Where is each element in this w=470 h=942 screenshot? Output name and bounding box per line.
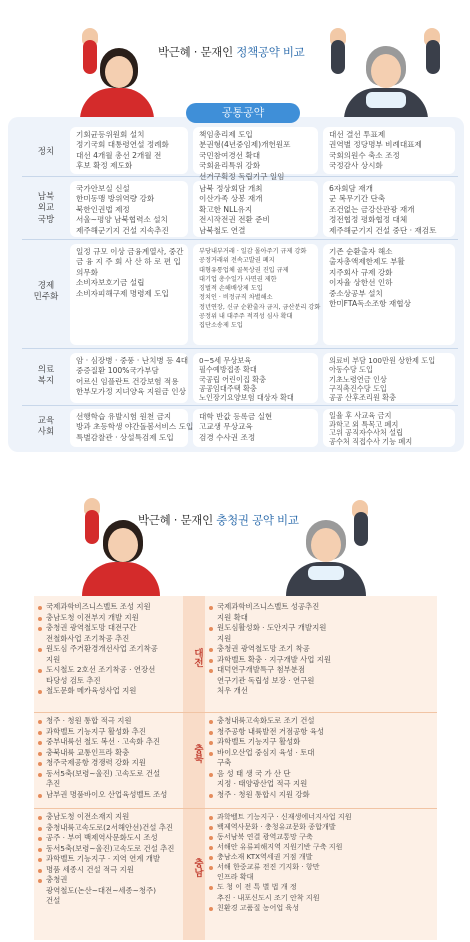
- pledge-box-common: 책임총리제 도입 분권형(4년중임제)개헌원포 국민참여경선 확대 국회윤리특위 강화 선거구획정 독립기구 일임: [193, 127, 318, 174]
- pledge-list-moon-chungbuk: 충청내륙고속화도로 조기 건설 청주공항 내륙발전 거점공항 육성 과학벨트 기능지구 활성화 바이오산업 중심지 육성 · 토대 구축 음 성 태 생 국 가 산 단 지정 · 태양광산업 적극 지원 청주 · 청원 통합시 지원 강화: [209, 716, 357, 800]
- candidate-left-photo-top: [80, 28, 156, 120]
- pledge-box-common: 대학 반값 등록금 실현 고교생 무상교육 검경 수사권 조정: [193, 409, 318, 447]
- candidate-right-photo-bottom: [286, 500, 370, 596]
- row-divider: [22, 239, 458, 240]
- category-label: 남북 외교 국방: [37, 192, 55, 225]
- region-label-daejeon: 대전: [192, 648, 203, 667]
- pledge-box-park: 국가안보실 신설 한미동맹 방위역량 강화 북한인권법 제정 서울~평양 남북협력소 설치 제주해군기지 건설 지속추진: [70, 181, 188, 237]
- pledge-list-moon-daejeon: 국제과학비즈니스벨트 성공추진 지원 확대 원도심활성화 · 도안지구 개발지원 지원 충청권 광역철도망 조기 착공 과학벨트 확충 · 지구개발 사업 지원 대덕연구개발특구 첨부분점 연구기관 독립성 보장 · 연구원 처우 개선: [209, 602, 357, 697]
- category-label: 경제 민주화: [33, 281, 59, 303]
- pledge-box-moon: 일율 후 사교육 금지 과학고 외 특목고 폐지 고위 공직자수사처 설립 공수처 직접수사 기능 폐지: [323, 409, 455, 447]
- category-label: 정치: [37, 147, 55, 157]
- common-pledge-badge: 공통공약: [186, 103, 300, 123]
- region-divider: [34, 712, 437, 713]
- pledge-list-park-daejeon: 국제과학비즈니스벨트 조성 지원 충남도청 이전부지 개발 지원 충청권 광역철도망 대전구간 전철화사업 조기착공 추진 원도심 주거환경개선사업 조기착공 지원 도시철도 2호선 조기착공 · 연장선 타당성 검토 추진 철도문화 메카육성사업 지원: [38, 602, 182, 697]
- pledge-list-park-chungbuk: 청주 · 청원 통합 적극 지원 과학벨트 기능지구 활성화 추진 중부내륙선 철도 복선 · 고속화 추진 충북내륙 교통인프라 확충 청주국제공항 경쟁력 강화 지원 동서5축(보령~울진) 고속도로 건설 추진 남부권 명품바이오 산업육성벨트 조성: [38, 716, 182, 800]
- pledge-box-moon: 기존 순환출자 해소 출자총액제한제도 부활 지주회사 규제 강화 이자율 상한선 인하 중소상공부 설치 한미FTA독소조항 재협상: [323, 244, 455, 345]
- pledge-box-park: 암 · 심장병 · 중풍 · 난치병 등 4대 중증질환 100%국가부담 어르신 임플란트 건강보험 적용 한부모가정 지녀양육 지원금 인상: [70, 353, 188, 403]
- pledge-box-moon: 의료비 부담 100만원 상한제 도입 아동수당 도입 기초노령연금 인상 구직촉진수당 도입 공공 산후조리원 확충: [323, 353, 455, 403]
- pledge-box-park: 선행학습 유발시험 원천 금지 방과 초등학생 야간돌봄서비스 도입 특별감찰관 · 상설특검제 도입: [70, 409, 188, 447]
- pledge-box-moon: 6자회담 재개 군 복무기간 단축 조건없는 금강산관광 재개 정전협정 평화협정 대체 제주해군기지 건설 중단 · 재검토: [323, 181, 455, 237]
- region-divider: [34, 808, 437, 809]
- category-label: 의료 복지: [37, 365, 55, 387]
- row-divider: [22, 348, 458, 349]
- pledge-box-park: 기회균등위원회 설치 정기국회 대통령연설 정례화 대선 4개월 총선 2개월 전 후보 확정 제도화: [70, 127, 188, 174]
- section1-title: 박근혜 · 문재인 정책공약 비교: [158, 45, 305, 59]
- row-divider: [22, 405, 458, 406]
- pledge-box-common: 부당내부거래 · 일감 몰아주기 규제 강화 공정거래위 전속고발권 폐지 대형유통업체 골목상권 진입 규제 대기업 총수일가 사면권 제한 징벌적 손해배상제 도입 정치인 · 비정규직 차별해소 정년연장, 신규 순환출자 금지, 금산분리 강화 공정위 내 대주주 적격성 심사 확대 집단소송제 도입: [193, 244, 318, 345]
- pledge-box-common: 0~5세 무상보육 필수예방접종 확대 국공립 어린이집 확충 공공임대주택 확충 노인장기요양보험 대상자 확대: [193, 353, 318, 403]
- pledge-box-common: 남북 정상회담 개최 이산가족 상봉 재개 확고한 NLL유지 전시작전권 전환 준비 남북철도 연결: [193, 181, 318, 237]
- section2-title: 박근혜 · 문재인 충청권 공약 비교: [138, 513, 299, 527]
- pledge-box-park: 일정 규모 이상 금융계열사, 중간 금 융 지 주 회 사 산 하 로 편 입 의무화 소비자보호기금 설립 소비자피해구제 명령제 도입: [70, 244, 188, 345]
- pledge-list-park-chungnam: 충남도청 이전소재지 지원 충청내륙고속도로(2서해안선)건설 추진 공주 · 부여 백제역사문화도시 조성 동서5축(보령~울진)고속도로 건설 추진 과학벨트 기능지구 · 지역 연계 개발 명품 세종시 건설 적극 지원 충청권 광역철도(논산~대전~세종~청주) 건설: [38, 812, 182, 907]
- region-label-chungnam: 충남: [192, 858, 203, 877]
- pledge-box-moon: 대선 결선 투표제 권역별 정당명부 비례대표제 국회의원수 축소 조정 국정감사 상시화: [323, 127, 455, 174]
- category-label: 교육 사회: [37, 416, 55, 438]
- pledge-list-moon-chungnam: 과학벨트 기능지구 · 신재생에너지사업 지원 백제역사문화 · 충청유교문화 종합개발 동서남북 연결 광역교통망 구축 서해안 유류피해지역 지원기반 구축 지원 충남소재 KTX역세권 거점 개발 서해 한중교류 전진 기지화 · 항만 인프라 확대 도 청 이 전 특 별 법 개 정 추진 · 내포신도시 조기 안착 지원 친환경 고품질 농어업 육성: [209, 812, 435, 913]
- candidate-right-photo-top: [330, 28, 442, 120]
- region-label-chungbuk: 충북: [192, 744, 203, 763]
